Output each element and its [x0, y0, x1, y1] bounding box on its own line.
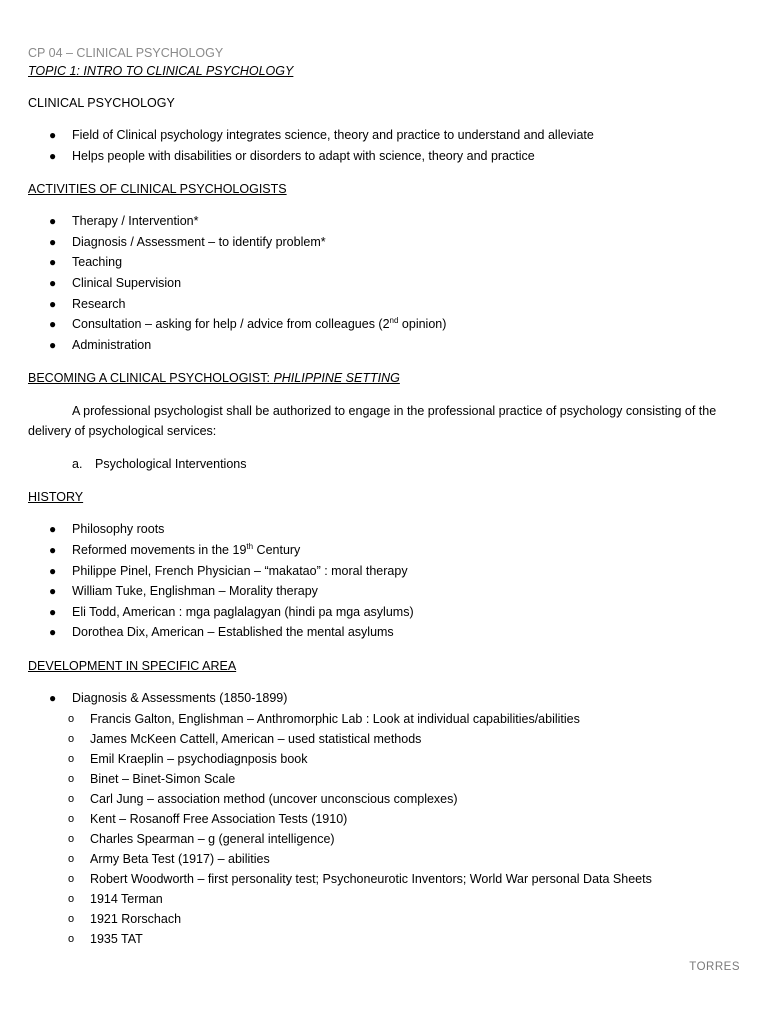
list-item: ● Teaching — [28, 252, 740, 273]
becoming-heading: BECOMING A CLINICAL PSYCHOLOGIST: PHILIPPINE SETTING — [28, 371, 400, 386]
sub-list-item: o James McKeen Cattell, American – used statistical methods — [28, 729, 740, 749]
circle-bullet-icon: o — [68, 732, 75, 745]
list-item: ● Dorothea Dix, American – Established the mental asylums — [28, 622, 740, 643]
sub-list-item: o Carl Jung – association method (uncover unconscious complexes) — [28, 789, 740, 809]
page-footer: TORRES — [689, 961, 740, 973]
sub-list-item: o Francis Galton, Englishman – Anthromorphic Lab : Look at individual capabilities/abilities — [28, 709, 740, 729]
circle-bullet-icon: o — [68, 832, 75, 845]
sub-list-item: o 1914 Terman — [28, 889, 740, 909]
development-sub-list — [28, 709, 740, 949]
circle-bullet-icon: o — [68, 712, 75, 725]
clinical-psychology-heading: CLINICAL PSYCHOLOGY — [28, 96, 175, 110]
list-item: ● Clinical Supervision — [28, 273, 740, 294]
alpha-list-item: a. Psychological Interventions — [72, 457, 247, 472]
bullet-icon: ● — [49, 604, 57, 619]
activities-list — [28, 211, 740, 355]
becoming-paragraph: A professional psychologist shall be authorized to engage in the professional practice of psychology consisting of the delivery of psychological services: — [28, 404, 717, 439]
sub-list-item: o 1935 TAT — [28, 929, 740, 949]
list-item: ● Philosophy roots — [28, 519, 740, 540]
bullet-icon: ● — [49, 234, 57, 249]
bullet-icon: ● — [49, 522, 57, 537]
bullet-icon: ● — [49, 214, 57, 229]
circle-bullet-icon: o — [68, 892, 75, 905]
list-item: ● Field of Clinical psychology integrates science, theory and practice to understand and alleviate — [28, 125, 740, 146]
list-item: ● Helps people with disabilities or disorders to adapt with science, theory and practice — [28, 146, 740, 167]
sub-list-item: o Kent – Rosanoff Free Association Tests (1910) — [28, 809, 740, 829]
activities-heading: ACTIVITIES OF CLINICAL PSYCHOLOGISTS — [28, 182, 287, 197]
bullet-icon: ● — [49, 128, 57, 142]
circle-bullet-icon: o — [68, 792, 75, 805]
circle-bullet-icon: o — [68, 912, 75, 925]
bullet-icon: ● — [49, 148, 57, 163]
bullet-icon: ● — [49, 275, 57, 290]
sub-list-item: o 1921 Rorschach — [28, 909, 740, 929]
history-heading: HISTORY — [28, 490, 84, 505]
sub-list-item: o Robert Woodworth – first personality test; Psychoneurotic Inventors; World War personal Data Sheets — [28, 869, 740, 889]
circle-bullet-icon: o — [68, 932, 75, 945]
list-item: ● Diagnosis & Assessments (1850-1899) — [28, 688, 740, 709]
topic-title: TOPIC 1: INTRO TO CLINICAL PSYCHOLOGY — [28, 64, 294, 78]
bullet-icon: ● — [49, 542, 57, 557]
bullet-icon: ● — [49, 337, 57, 352]
list-item: ● Eli Todd, American : mga paglalagyan (hindi pa mga asylums) — [28, 602, 740, 623]
circle-bullet-icon: o — [68, 852, 75, 865]
history-list — [28, 519, 740, 643]
list-item: ● Philippe Pinel, French Physician – “makatao” : moral therapy — [28, 561, 740, 582]
circle-bullet-icon: o — [68, 812, 75, 825]
document-page — [28, 44, 740, 949]
sub-list-item: o Charles Spearman – g (general intelligence) — [28, 829, 740, 849]
list-item: ● Consultation – asking for help / advice from colleagues (2nd opinion) — [28, 314, 740, 335]
bullet-icon: ● — [49, 255, 57, 270]
sub-list-item: o Army Beta Test (1917) – abilities — [28, 849, 740, 869]
circle-bullet-icon: o — [68, 772, 75, 785]
list-item: ● Reformed movements in the 19th Century — [28, 540, 740, 561]
sub-list-item: o Binet – Binet-Simon Scale — [28, 769, 740, 789]
bullet-icon: ● — [49, 563, 57, 578]
bullet-icon: ● — [49, 625, 57, 640]
circle-bullet-icon: o — [68, 872, 75, 885]
sub-list-item: o Emil Kraeplin – psychodiagnposis book — [28, 749, 740, 769]
list-item: ● Therapy / Intervention* — [28, 211, 740, 232]
list-item: ● Administration — [28, 335, 740, 356]
list-item: ● William Tuke, Englishman – Morality therapy — [28, 581, 740, 602]
bullet-icon: ● — [49, 690, 57, 705]
development-heading: DEVELOPMENT IN SPECIFIC AREA — [28, 658, 237, 673]
list-item: ● Diagnosis / Assessment – to identify problem* — [28, 232, 740, 253]
clinical-psychology-list — [28, 125, 740, 166]
bullet-icon: ● — [49, 317, 57, 332]
list-item: ● Research — [28, 294, 740, 315]
circle-bullet-icon: o — [68, 752, 75, 765]
development-list — [28, 688, 740, 709]
bullet-icon: ● — [49, 296, 57, 311]
document-header: CP 04 – CLINICAL PSYCHOLOGY — [28, 46, 224, 60]
bullet-icon: ● — [49, 584, 57, 599]
